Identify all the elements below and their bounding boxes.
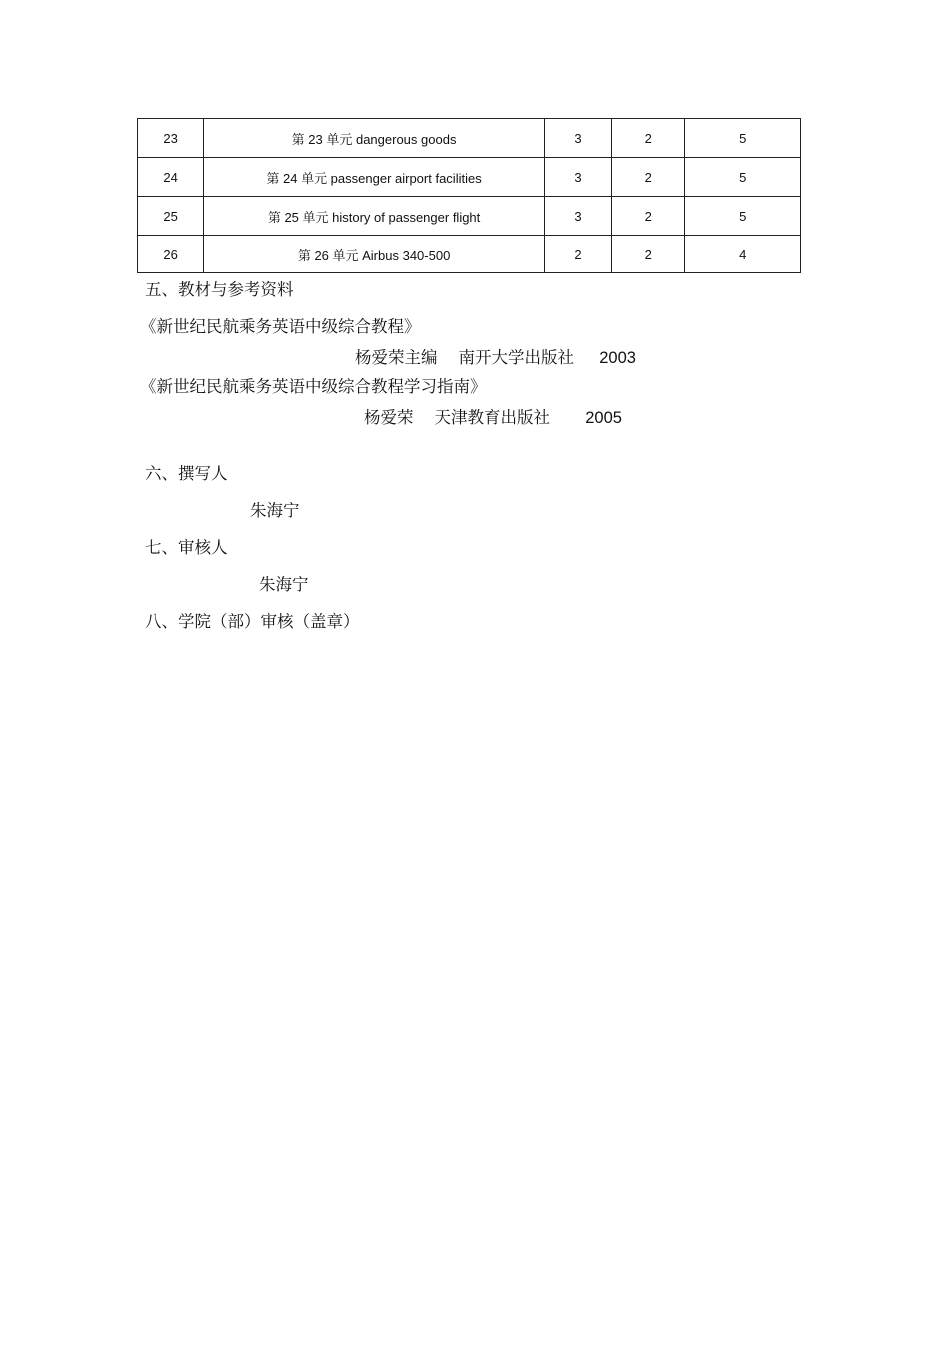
textbook-1-title: 《新世纪民航乘务英语中级综合教程》 <box>140 317 421 336</box>
total-hours-cell: 5 <box>685 119 801 158</box>
section-7-heading: 七、审核人 <box>145 538 228 557</box>
section-8-heading: 八、学院（部）审核（盖章） <box>145 612 360 631</box>
hours-cell: 2 <box>612 197 685 236</box>
section-6-heading: 六、撰写人 <box>145 464 228 483</box>
unit-title: 第 23 单元 dangerous goods <box>204 119 545 158</box>
table-row <box>138 158 801 197</box>
total-hours-cell: 5 <box>685 158 801 197</box>
section-5-heading: 五、教材与参考资料 <box>145 280 294 299</box>
total-hours-cell: 5 <box>685 197 801 236</box>
textbook-2-info <box>364 404 622 428</box>
hours-cell: 3 <box>544 119 611 158</box>
textbook-2-year: 2005 <box>585 409 622 427</box>
unit-number: 26 <box>138 236 204 273</box>
course-schedule-table <box>137 118 801 273</box>
reviewer-name: 朱海宁 <box>259 575 309 594</box>
unit-number: 23 <box>138 119 204 158</box>
hours-cell: 2 <box>612 119 685 158</box>
hours-cell: 3 <box>544 197 611 236</box>
unit-number: 24 <box>138 158 204 197</box>
total-hours-cell: 4 <box>685 236 801 273</box>
table-row <box>138 197 801 236</box>
unit-title: 第 25 单元 history of passenger flight <box>204 197 545 236</box>
textbook-2-title: 《新世纪民航乘务英语中级综合教程学习指南》 <box>140 377 487 396</box>
unit-title: 第 24 单元 passenger airport facilities <box>204 158 545 197</box>
hours-cell: 2 <box>612 158 685 197</box>
table-row <box>138 236 801 273</box>
textbook-1-author-publisher: 杨爱荣主编 南开大学出版社 <box>355 348 574 367</box>
author-name: 朱海宁 <box>250 501 300 520</box>
hours-cell: 2 <box>612 236 685 273</box>
unit-number: 25 <box>138 197 204 236</box>
textbook-2-author-publisher: 杨爱荣 天津教育出版社 <box>364 408 550 427</box>
unit-title: 第 26 单元 Airbus 340-500 <box>204 236 545 273</box>
hours-cell: 3 <box>544 158 611 197</box>
hours-cell: 2 <box>544 236 611 273</box>
table-row <box>138 119 801 158</box>
textbook-1-year: 2003 <box>599 349 636 367</box>
textbook-1-info <box>355 344 636 368</box>
